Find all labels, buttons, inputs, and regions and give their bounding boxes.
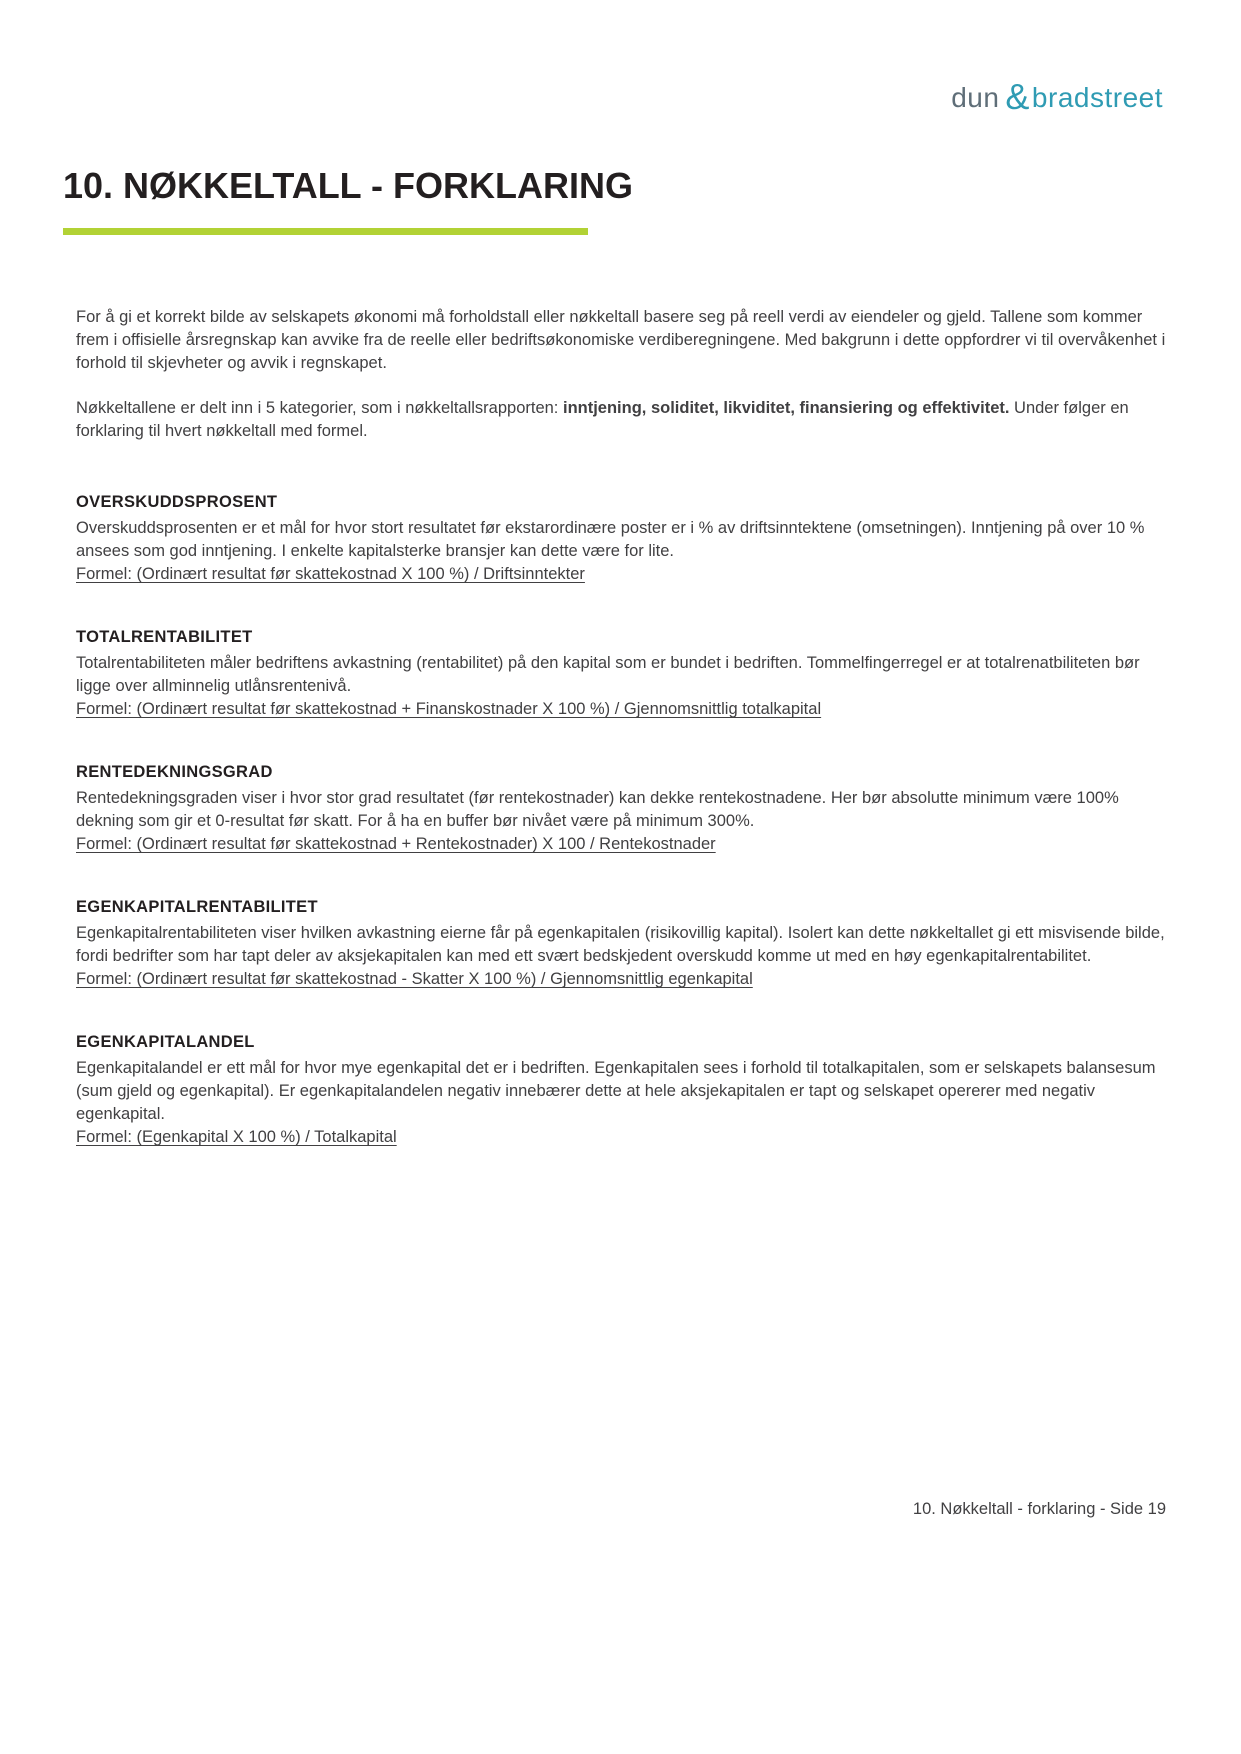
section-rentedekningsgrad — [76, 761, 1166, 856]
section-formula: Formel: (Ordinært resultat før skattekostnad + Finanskostnader X 100 %) / Gjennomsnittlig totalkapital — [76, 700, 822, 718]
section-heading: EGENKAPITALANDEL — [76, 1033, 255, 1051]
intro-block — [76, 306, 1166, 443]
section-formula: Formel: (Ordinært resultat før skattekostnad X 100 %) / Driftsinntekter — [76, 565, 585, 583]
intro-paragraph-2 — [76, 397, 1166, 443]
section-egenkapitalrentabilitet — [76, 896, 1166, 991]
section-heading: EGENKAPITALRENTABILITET — [76, 898, 318, 916]
dun-and-bradstreet-logo — [951, 74, 1163, 116]
section-body: Overskuddsprosenten er et mål for hvor stort resultatet før ekstarordinære poster er i % av driftsinntektene (omsetningen). Inntjening på over 10 % ansees som god inntjening. I enkelte kapitalsterke bransjer kan dette være for lite. — [76, 519, 1145, 560]
section-totalrentabilitet — [76, 626, 1166, 721]
section-heading: OVERSKUDDSPROSENT — [76, 493, 278, 511]
section-overskuddsprosent — [76, 491, 1166, 586]
section-heading: RENTEDEKNINGSGRAD — [76, 763, 273, 781]
page-footer: 10. Nøkkeltall - forklaring - Side 19 — [912, 1500, 1166, 1518]
section-formula: Formel: (Ordinært resultat før skattekostnad - Skatter X 100 %) / Gjennomsnittlig egenkapital — [76, 970, 753, 988]
logo-text-dun: dun — [951, 82, 1000, 113]
intro-paragraph-1: For å gi et korrekt bilde av selskapets økonomi må forholdstall eller nøkkeltall basere seg på reell verdi av eiendeler og gjeld. Tallene som kommer frem i offisielle årsregnskap kan avvike fra de reelle eller bedriftsøkonomiske verdiberegningene. Med bakgrunn i dette oppfordrer vi til overvåkenhet i forhold til skjevheter og avvik i regnskapet. — [76, 308, 1166, 372]
section-body: Egenkapitalrentabiliteten viser hvilken avkastning eierne får på egenkapitalen (risikovillig kapital). Isolert kan dette nøkkeltallet gi ett misvisende bilde, fordi bedrifter som har tapt deler av aksjekapitalen kan med ett svært bedskjedent overskudd komme ut med en høy egenkapitalrentabilitet. — [76, 924, 1165, 965]
section-formula: Formel: (Egenkapital X 100 %) / Totalkapital — [76, 1128, 397, 1146]
intro-paragraph-2-pre: Nøkkeltallene er delt inn i 5 kategorier, som i nøkkeltallsrapporten: — [76, 399, 563, 417]
document-body — [76, 306, 1166, 1189]
intro-paragraph-2-post: Under følger en forklaring til hvert nøkkeltall med formel. — [76, 399, 1129, 440]
section-heading: TOTALRENTABILITET — [76, 628, 253, 646]
page-title: 10. NØKKELTALL - FORKLARING — [63, 165, 633, 206]
logo-text-bradstreet: bradstreet — [1031, 82, 1163, 113]
title-underline-bar — [63, 228, 588, 235]
title-block — [63, 166, 1166, 235]
section-body: Totalrentabiliteten måler bedriftens avkastning (rentabilitet) på den kapital som er bundet i bedriften. Tommelfingerregel er at totalrenatbiliteten bør ligge over allminnelig utlånsrentenivå. — [76, 654, 1140, 695]
section-formula: Formel: (Ordinært resultat før skattekostnad + Rentekostnader) X 100 / Rentekostnader — [76, 835, 716, 853]
section-body: Rentedekningsgraden viser i hvor stor grad resultatet (før rentekostnader) kan dekke rentekostnadene. Her bør absolutte minimum være 100% dekning som gir et 0-resultat før skatt. For å ha en buffer bør nivået være på minimum 300%. — [76, 789, 1119, 830]
section-egenkapitalandel — [76, 1031, 1166, 1149]
section-body: Egenkapitalandel er ett mål for hvor mye egenkapital det er i bedriften. Egenkapitalen sees i forhold til totalkapitalen, som er selskapets balansesum (sum gjeld og egenkapital). Er egenkapitalandelen negativ innebærer dette at hele aksjekapitalen er tapt og selskapet opererer med negativ egenkapital. — [76, 1059, 1156, 1123]
logo-ampersand-icon: & — [1005, 76, 1030, 117]
intro-paragraph-2-categories: inntjening, soliditet, likviditet, finansiering og effektivitet. — [562, 399, 1010, 417]
